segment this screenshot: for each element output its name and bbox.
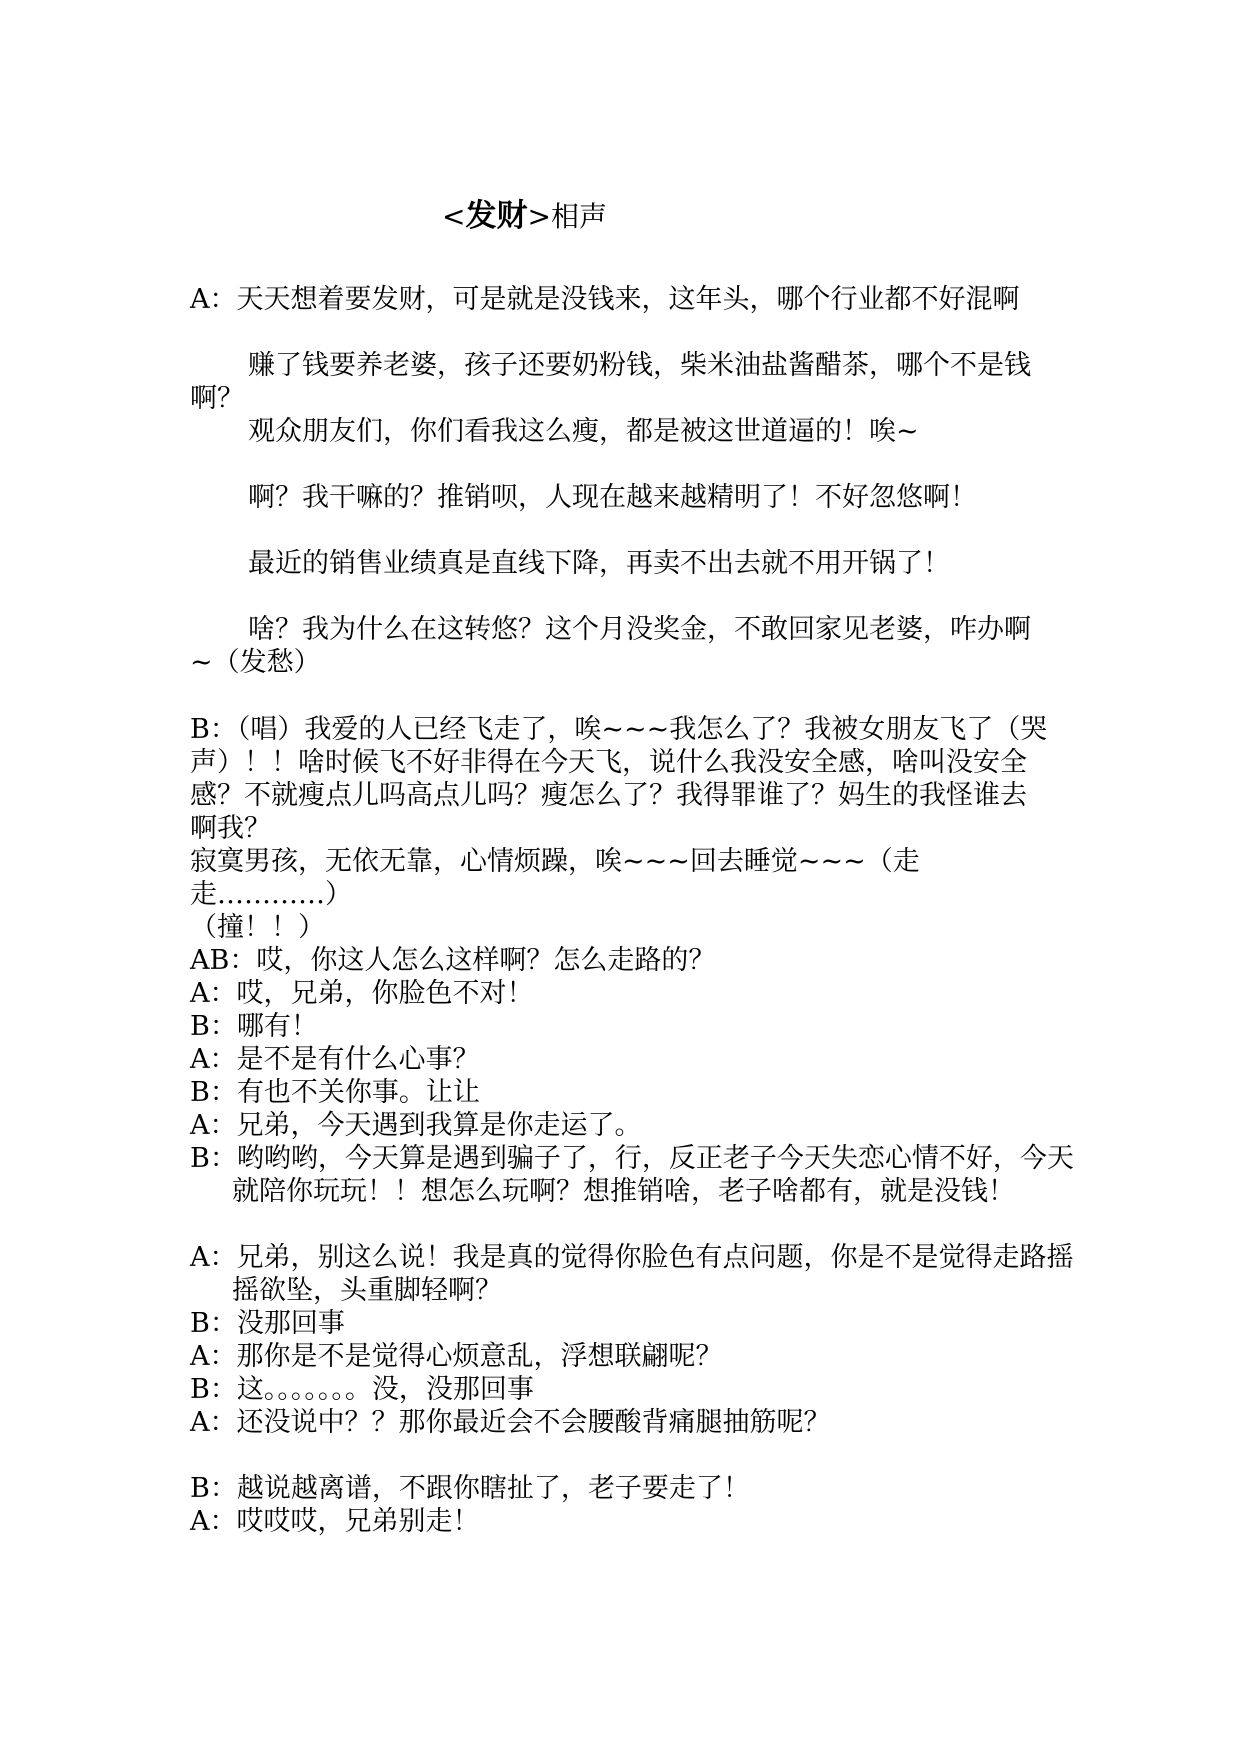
dialogue-line: B：没那回事 xyxy=(190,1308,345,1339)
dialogue-line: A：兄弟，今天遇到我算是你走运了。 xyxy=(190,1110,642,1141)
paragraph: 观众朋友们，你们看我这么瘦，都是被这世道逼的！唉~ xyxy=(248,416,919,447)
dialogue-line: B：越说越离谱，不跟你瞎扯了，老子要走了！ xyxy=(190,1473,750,1504)
dialogue-line: AB：哎，你这人怎么这样啊？怎么走路的？ xyxy=(190,945,716,976)
dialogue-line: B：哟哟哟，今天算是遇到骗子了，行，反正老子今天失恋心情不好，今天就陪你玩玩！！想怎么玩啊？想推销啥，老子啥都有，就是没钱！ xyxy=(190,1143,1074,1207)
page-title xyxy=(442,198,607,235)
paragraph: （撞！！） xyxy=(190,912,325,943)
paragraph: 最近的销售业绩真是直线下降，再卖不出去就不用开锅了！ xyxy=(248,548,950,579)
paragraph: 啥？我为什么在这转悠？这个月没奖金，不敢回家见老婆，咋办啊~（发愁） xyxy=(190,614,1031,678)
title-close-bracket: > xyxy=(527,200,551,233)
dialogue-line: A：那你是不是觉得心烦意乱，浮想联翩呢？ xyxy=(190,1341,723,1372)
paragraph: 寂寞男孩，无依无靠，心情烦躁，唉~~~回去睡觉~~~（走走…………） xyxy=(190,846,920,910)
paragraph: 啊？我干嘛的？推销呗，人现在越来越精明了！不好忽悠啊！ xyxy=(248,482,977,513)
title-open-bracket: < xyxy=(442,200,466,233)
paragraph: 赚了钱要养老婆，孩子还要奶粉钱，柴米油盐酱醋茶，哪个不是钱啊？ xyxy=(190,350,1031,414)
paragraph: A：天天想着要发财，可是就是没钱来，这年头，哪个行业都不好混啊 xyxy=(190,284,1020,315)
dialogue-line: B：哪有！ xyxy=(190,1011,318,1042)
title-bold-word: 发财 xyxy=(465,198,528,234)
dialogue-line: B：这。。。。。。。没，没那回事 xyxy=(190,1374,534,1405)
paragraph: B：（唱）我爱的人已经飞走了，唉~~~我怎么了？我被女朋友飞了（哭声）！！啥时候飞不好非得在今天飞，说什么我没安全感，啥叫没安全感？不就瘦点儿吗高点儿吗？瘦怎么了？我得罪谁了？妈生的我怪谁去啊我？ xyxy=(190,714,1048,844)
dialogue-line: A：是不是有什么心事？ xyxy=(190,1044,480,1075)
dialogue-line: B：有也不关你事。让让 xyxy=(190,1077,480,1108)
dialogue-line: A：哎哎哎，兄弟别走！ xyxy=(190,1506,480,1537)
dialogue-line: A：还没说中？？那你最近会不会腰酸背痛腿抽筋呢？ xyxy=(190,1407,831,1438)
dialogue-line: A：哎，兄弟，你脸色不对！ xyxy=(190,978,534,1009)
title-rest: 相声 xyxy=(550,200,607,233)
dialogue-line: A：兄弟，别这么说！我是真的觉得你脸色有点问题，你是不是觉得走路摇摇欲坠，头重脚轻啊？ xyxy=(190,1242,1074,1306)
